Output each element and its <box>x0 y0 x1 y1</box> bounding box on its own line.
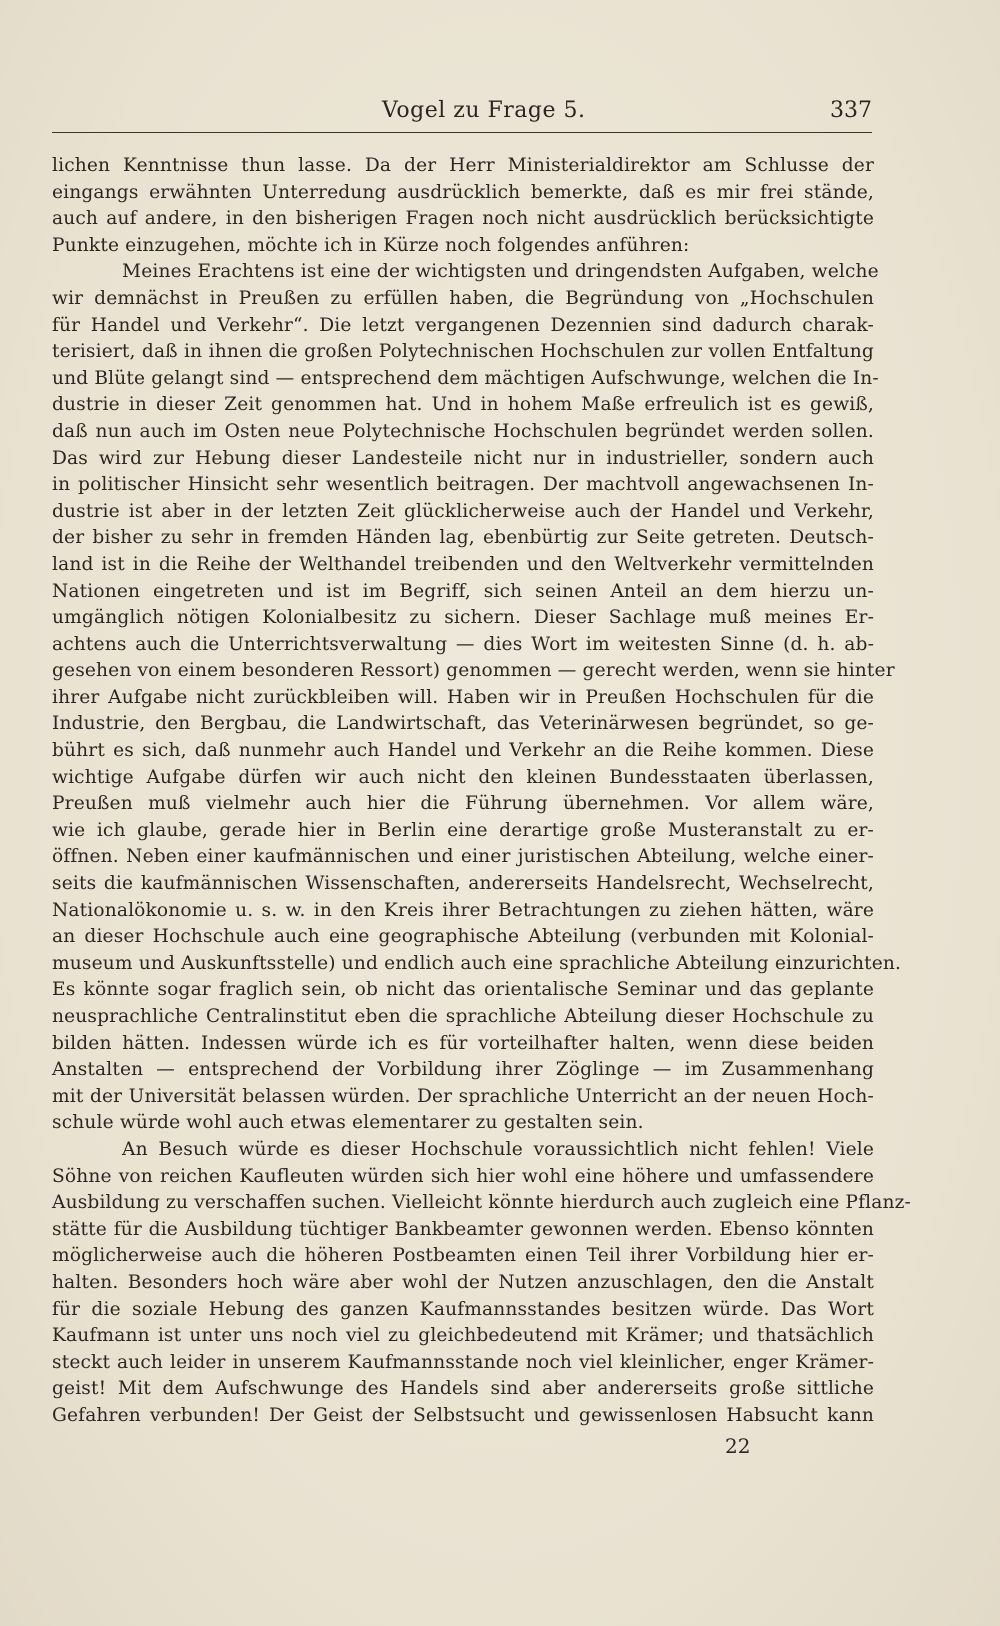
text-line: Ausbildung zu verschaffen suchen. Vielleicht könnte hierdurch auch zugleich eine Pflanz- <box>52 1192 911 1214</box>
text-line: dustrie in dieser Zeit genommen hat. Und in hohem Maße erfreulich ist es gewiß, <box>52 394 874 416</box>
text-line: der bisher zu sehr in fremden Händen lag, ebenbürtig zur Seite getreten. Deutsch- <box>52 527 874 549</box>
text-line: Söhne von reichen Kaufleuten würden sich hier wohl eine höhere und umfassendere <box>52 1165 874 1187</box>
text-line: halten. Besonders hoch wäre aber wohl der Nutzen anzuschlagen, den die Anstalt <box>52 1271 874 1293</box>
text-line: Gefahren verbunden! Der Geist der Selbstsucht und gewissenlosen Habsucht kann <box>52 1404 874 1426</box>
text-line: eingangs erwähnten Unterredung ausdrücklich bemerkte, daß es mir frei stände, <box>52 181 874 203</box>
text-line: bilden hätten. Indessen würde ich es für vorteilhafter halten, wenn diese beiden <box>52 1032 874 1054</box>
text-line: umgänglich nötigen Kolonialbesitz zu sichern. Dieser Sachlage muß meines Er- <box>52 607 874 629</box>
text-line: gesehen von einem besonderen Ressort) genommen — gerecht werden, wenn sie hinter <box>52 660 895 682</box>
text-line: Anstalten — entsprechend der Vorbildung ihrer Zöglinge — im Zusammenhang <box>52 1059 874 1081</box>
text-line: ihrer Aufgabe nicht zurückbleiben will. Haben wir in Preußen Hochschulen für die <box>52 686 874 708</box>
text-line: geist! Mit dem Aufschwunge des Handels sind aber andererseits große sittliche <box>52 1378 874 1400</box>
text-line: wir demnächst in Preußen zu erfüllen haben, die Begründung von „Hochschulen <box>52 287 874 309</box>
text-line: seits die kaufmännischen Wissenschaften, andererseits Handelsrecht, Wechselrecht, <box>52 873 874 895</box>
text-line: Kaufmann ist unter uns noch viel zu gleichbedeutend mit Krämer; und thatsächlich <box>52 1325 874 1347</box>
text-line: lichen Kenntnisse thun lasse. Da der Herr Ministerialdirektor am Schlusse der <box>52 155 874 176</box>
text-line: wie ich glaube, gerade hier in Berlin eine derartige große Musteranstalt zu er- <box>52 819 874 841</box>
body-text <box>52 153 911 1430</box>
text-line: daß nun auch im Osten neue Polytechnische Hochschulen begründet werden sollen. <box>52 420 874 442</box>
text-line: schule würde wohl auch etwas elementarer zu gestalten sein. <box>52 1112 644 1134</box>
text-line: auch auf andere, in den bisherigen Fragen noch nicht ausdrücklich berücksichtigte <box>52 208 874 230</box>
text-line: Es könnte sogar fraglich sein, ob nicht das orientalische Seminar und das geplante <box>52 979 874 1001</box>
text-line: achtens auch die Unterrichtsverwaltung — dies Wort im weitesten Sinne (d. h. ab- <box>52 633 874 655</box>
running-header <box>52 92 872 133</box>
text-line: terisiert, daß in ihnen die großen Polytechnischen Hochschulen zur vollen Entfaltung <box>52 341 874 363</box>
text-line: dustrie ist aber in der letzten Zeit glücklicherweise auch der Handel und Verkehr, <box>52 500 874 522</box>
text-line: an dieser Hochschule auch eine geographische Abteilung (verbunden mit Kolonial- <box>52 926 874 948</box>
text-line: museum und Auskunftsstelle) und endlich auch eine sprachliche Abteilung einzurichten. <box>52 952 902 974</box>
text-line: neusprachliche Centralinstitut eben die sprachliche Abteilung dieser Hochschule zu <box>52 1006 874 1027</box>
text-line: in politischer Hinsicht sehr wesentlich beitragen. Der machtvoll angewachsenen In- <box>52 474 874 496</box>
text-line: mit der Universität belassen würden. Der sprachliche Unterricht an der neuen Hoch- <box>52 1085 874 1107</box>
text-line: Nationalökonomie u. s. w. in den Kreis ihrer Betrachtungen zu ziehen hätten, wäre <box>52 899 874 921</box>
text-line: bührt es sich, daß nunmehr auch Handel und Verkehr an die Reihe kommen. Diese <box>52 740 874 762</box>
text-line: Preußen muß vielmehr auch hier die Führung übernehmen. Vor allem wäre, <box>52 793 874 815</box>
text-line: Punkte einzugehen, möchte ich in Kürze noch folgendes anführen: <box>52 234 690 256</box>
text-line: Industrie, den Bergbau, die Landwirtschaft, das Veterinärwesen begründet, so ge- <box>52 713 874 735</box>
text-line: Das wird zur Hebung dieser Landesteile nicht nur in industrieller, sondern auch <box>52 447 874 469</box>
text-line: öffnen. Neben einer kaufmännischen und einer juristischen Abteilung, welche einer- <box>52 846 874 868</box>
text-line: Meines Erachtens ist eine der wichtigsten und dringendsten Aufgaben, welche <box>122 261 879 283</box>
text-line: Nationen eingetreten und ist im Begriff, sich seinen Anteil an dem hierzu un- <box>52 580 874 602</box>
text-line: stätte für die Ausbildung tüchtiger Bankbeamter gewonnen werden. Ebenso könnten <box>52 1218 874 1240</box>
page-number: 337 <box>830 98 872 123</box>
text-line: und Blüte gelangt sind — entsprechend dem mächtigen Aufschwunge, welchen die In- <box>52 367 879 389</box>
text-line: für Handel und Verkehr“. Die letzt vergangenen Dezennien sind dadurch charak- <box>52 314 874 336</box>
running-title: Vogel zu Frage 5. <box>382 98 586 123</box>
text-line: An Besuch würde es dieser Hochschule voraussichtlich nicht fehlen! Viele <box>122 1138 874 1160</box>
text-line: land ist in die Reihe der Welthandel treibenden und den Weltverkehr vermittelnden <box>52 553 874 575</box>
text-line: wichtige Aufgabe dürfen wir auch nicht den kleinen Bundesstaaten überlassen, <box>52 766 874 788</box>
signature-mark: 22 <box>725 1434 751 1458</box>
text-line: möglicherweise auch die höheren Postbeamten einen Teil ihrer Vorbildung hier er- <box>52 1245 874 1267</box>
text-line: für die soziale Hebung des ganzen Kaufmannsstandes besitzen würde. Das Wort <box>52 1298 874 1320</box>
text-line: steckt auch leider in unserem Kaufmannsstande noch viel kleinlicher, enger Krämer- <box>52 1351 874 1373</box>
